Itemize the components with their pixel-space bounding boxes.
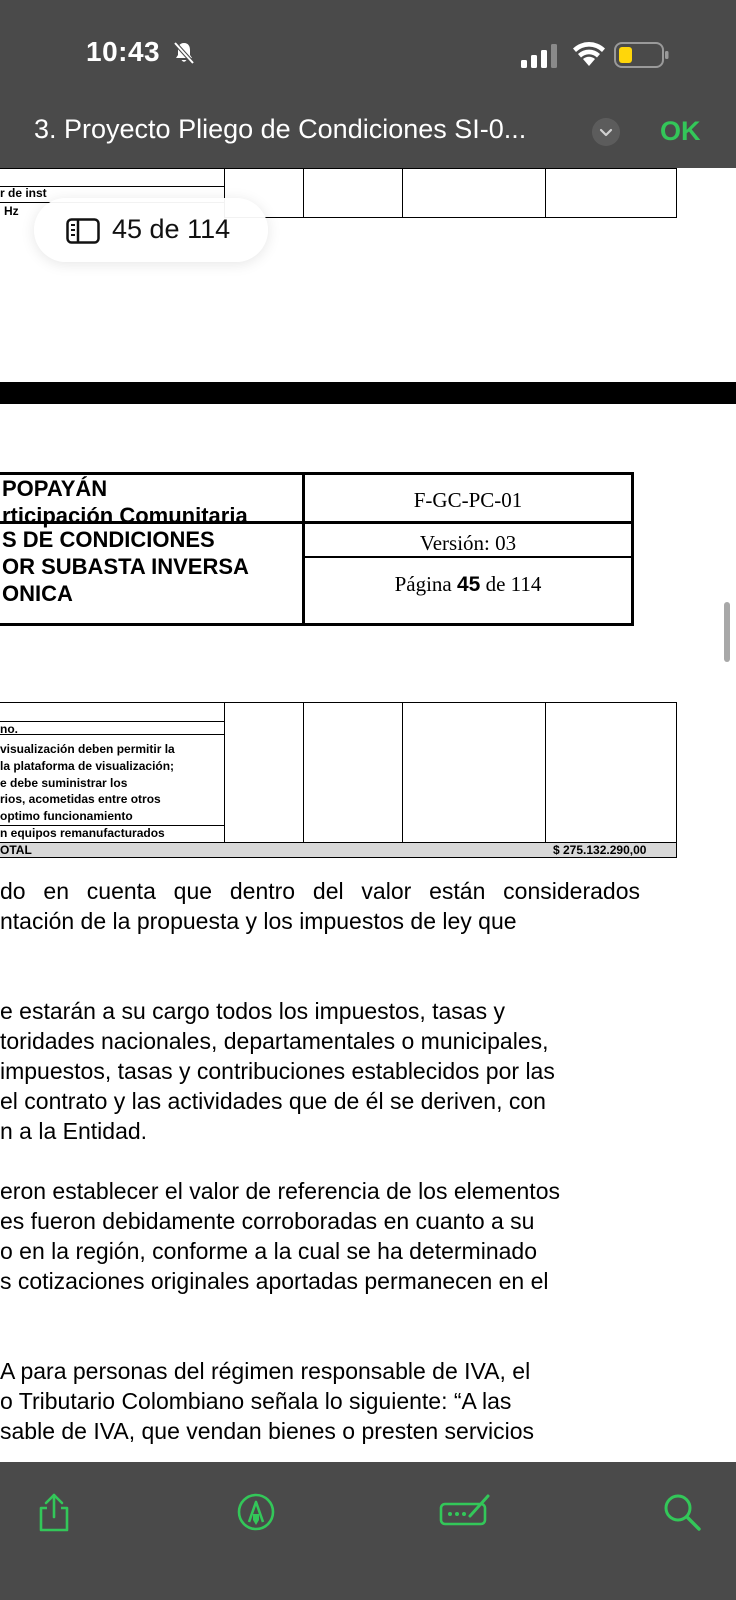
header-department: rticipación Comunitaria — [2, 503, 248, 528]
battery-icon — [614, 42, 670, 68]
total-label: OTAL — [0, 843, 32, 857]
body-line: toridades nacionales, departamentales o municipales, — [0, 1028, 549, 1054]
body-line: es fueron debidamente corroboradas en cuanto a su — [0, 1208, 535, 1234]
table-cell-text: rios, acometidas entre otros — [0, 792, 161, 806]
table-border — [303, 168, 304, 218]
page-separator — [0, 382, 736, 404]
header-doc-type: ONICA — [2, 581, 73, 606]
table-cell-text: optimo funcionamiento — [0, 809, 133, 823]
table-border — [303, 702, 304, 842]
table-border — [0, 734, 224, 735]
bell-slash-icon — [172, 40, 196, 66]
top-bar — [0, 0, 736, 168]
header-doc-type: S DE CONDICIONES — [2, 527, 215, 552]
table-border — [676, 702, 677, 858]
header-table-border — [0, 623, 634, 626]
share-icon[interactable] — [32, 1490, 76, 1534]
body-line: sable de IVA, que vendan bienes o presten servicios — [0, 1418, 535, 1444]
body-line: n a la Entidad. — [0, 1118, 148, 1144]
table-border — [224, 702, 225, 842]
page-indicator[interactable] — [34, 198, 268, 262]
body-line: s cotizaciones originales aportadas permanecen en el — [0, 1268, 549, 1294]
bottom-toolbar — [0, 1462, 736, 1600]
table-border — [402, 168, 403, 218]
header-table-border — [302, 472, 305, 626]
chevron-down-icon[interactable] — [592, 118, 620, 146]
table-cell-text: Hz — [4, 204, 19, 218]
header-table-border — [0, 472, 634, 475]
pdf-document[interactable] — [0, 168, 736, 1462]
table-cell-text: r de inst — [0, 186, 47, 200]
markup-icon[interactable] — [234, 1490, 278, 1534]
header-doc-type: OR SUBASTA INVERSA — [2, 554, 249, 579]
page-thumbnail-icon — [66, 218, 100, 244]
body-line: A para personas del régimen responsable de IVA, el — [0, 1358, 531, 1384]
search-icon[interactable] — [660, 1490, 704, 1534]
signal-icon — [521, 44, 559, 68]
table-border — [0, 168, 676, 169]
document-title[interactable]: 3. Proyecto Pliego de Condiciones SI-0... — [34, 114, 527, 144]
table-cell-text: e debe suministrar los — [0, 776, 128, 790]
body-line: e estarán a su cargo todos los impuestos, tasas y — [0, 998, 505, 1024]
wifi-icon — [572, 40, 606, 68]
page-number: 45 — [457, 573, 481, 596]
body-line: eron establecer el valor de referencia de los elementos — [0, 1178, 560, 1204]
table-border — [545, 702, 546, 858]
body-line: ntación de la propuesta y los impuestos de ley que — [0, 908, 517, 934]
table-cell-text: n equipos remanufacturados — [0, 826, 165, 840]
total-value: $ 275.132.290,00 — [553, 843, 647, 857]
header-table-border — [302, 556, 634, 558]
form-fill-icon[interactable] — [438, 1490, 494, 1534]
header-table-border — [631, 472, 634, 626]
table-cell-text: visualización deben permitir la — [0, 742, 175, 756]
page-prefix: Página — [394, 572, 452, 596]
table-border — [545, 168, 546, 218]
page-indicator-label: 45 de 114 — [112, 214, 231, 244]
body-line: el contrato y las actividades que de él se deriven, con — [0, 1088, 546, 1114]
ok-button[interactable]: OK — [660, 116, 701, 146]
table-border — [0, 702, 676, 703]
body-line: o en la región, conforme a la cual se ha determinado — [0, 1238, 537, 1264]
table-border — [676, 168, 677, 218]
body-line: o Tributario Colombiano señala lo siguiente: “A las — [0, 1388, 512, 1414]
table-cell-text: no. — [0, 722, 18, 736]
header-entity: POPAYÁN — [2, 476, 108, 501]
header-page-number — [306, 572, 630, 597]
table-border — [224, 217, 676, 218]
page-suffix: de 114 — [485, 572, 542, 596]
table-border — [402, 702, 403, 842]
table-border — [0, 721, 224, 722]
scroll-indicator[interactable] — [724, 602, 730, 662]
header-version: Versión: 03 — [419, 531, 517, 555]
header-code: F-GC-PC-01 — [413, 488, 523, 512]
body-line: do en cuenta que dentro del valor están considerados — [0, 878, 640, 904]
status-time: 10:43 — [86, 36, 161, 67]
body-line: impuestos, tasas y contribuciones establecidos por las — [0, 1058, 555, 1084]
table-cell-text: la plataforma de visualización; — [0, 759, 175, 773]
